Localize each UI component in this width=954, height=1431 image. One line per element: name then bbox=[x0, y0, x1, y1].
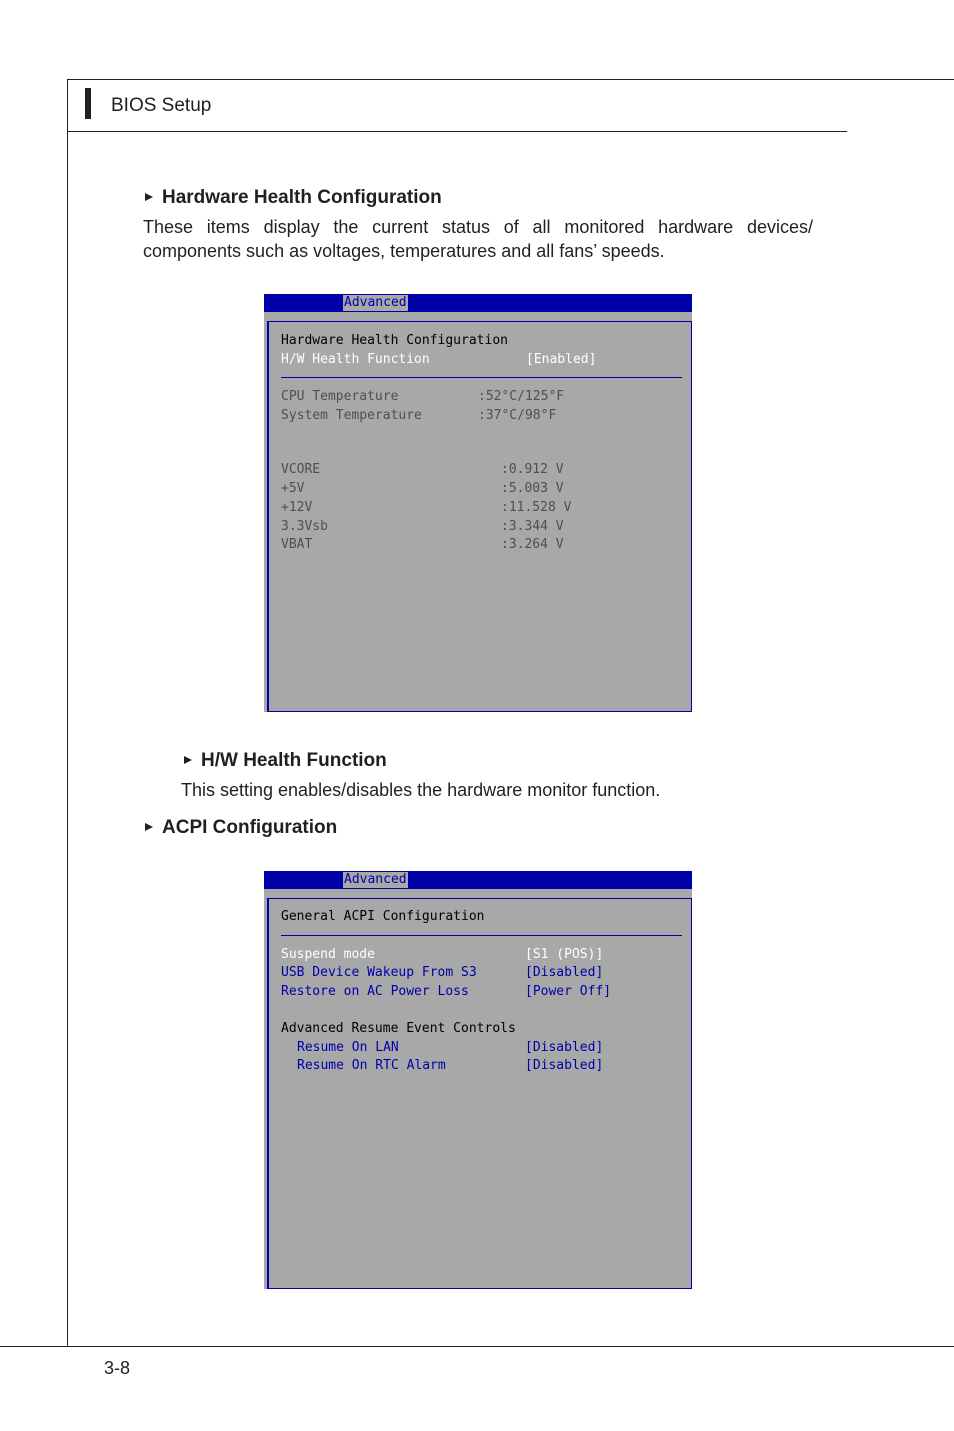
bios-readout-label: +12V bbox=[281, 500, 313, 515]
bios-menu-bar bbox=[264, 871, 692, 889]
bios-item-value[interactable]: [Power Off] bbox=[525, 984, 612, 999]
bios-screen-hardware-health bbox=[264, 294, 692, 712]
triangle-bullet-icon bbox=[184, 756, 192, 764]
bios-menu-bar bbox=[264, 294, 692, 312]
bios-readout-label: +5V bbox=[281, 481, 305, 496]
bios-item-label[interactable]: H/W Health Function bbox=[281, 352, 430, 367]
heading-hw-health-function bbox=[184, 750, 387, 772]
triangle-bullet-icon bbox=[145, 193, 153, 201]
bios-readout-value: :3.344 V bbox=[501, 519, 564, 534]
page-frame-top bbox=[67, 79, 954, 80]
heading-acpi-configuration bbox=[145, 817, 337, 839]
bios-panel bbox=[267, 321, 692, 712]
header-rule bbox=[67, 131, 847, 132]
bios-readout-value: :0.912 V bbox=[501, 462, 564, 477]
bios-readout-label: System Temperature bbox=[281, 408, 422, 423]
bios-readout-value: :37°C/98°F bbox=[478, 408, 557, 423]
bios-panel-title: General ACPI Configuration bbox=[281, 909, 485, 924]
bios-item-label[interactable]: Suspend mode bbox=[281, 947, 375, 962]
bios-panel-title: Hardware Health Configuration bbox=[281, 333, 508, 348]
bios-readout-value: :3.264 V bbox=[501, 537, 564, 552]
bios-readout-label: CPU Temperature bbox=[281, 389, 399, 404]
heading-text: H/W Health Function bbox=[201, 750, 387, 771]
tab-advanced[interactable]: Advanced bbox=[344, 295, 407, 310]
header-bar-marker bbox=[85, 88, 91, 119]
bios-readout-value: :5.003 V bbox=[501, 481, 564, 496]
paragraph-hardware-health: These items display the current status of all monitored hardware devices/ components such as voltages, temperatures and all fans’ speeds. bbox=[143, 217, 813, 261]
page-header-title: BIOS Setup bbox=[111, 95, 212, 116]
bios-item-label[interactable]: Resume On RTC Alarm bbox=[297, 1058, 446, 1073]
bios-readout-label: VCORE bbox=[281, 462, 321, 477]
bios-item-value[interactable]: [Disabled] bbox=[525, 965, 604, 980]
bios-readout-label: 3.3Vsb bbox=[281, 519, 328, 534]
bios-item-value[interactable]: [Disabled] bbox=[525, 1058, 604, 1073]
heading-text: Hardware Health Configuration bbox=[162, 187, 442, 208]
bios-item-label[interactable]: USB Device Wakeup From S3 bbox=[281, 965, 477, 980]
bios-panel bbox=[267, 898, 692, 1289]
paragraph-hw-health-function: This setting enables/disables the hardware monitor function. bbox=[181, 780, 661, 800]
page-frame-left bbox=[67, 79, 68, 1347]
bios-separator bbox=[281, 935, 682, 936]
bios-item-label[interactable]: Resume On LAN bbox=[297, 1040, 399, 1055]
page-frame-bottom bbox=[0, 1346, 954, 1347]
bios-readout-label: VBAT bbox=[281, 537, 313, 552]
bios-item-value[interactable]: [Disabled] bbox=[525, 1040, 604, 1055]
heading-hardware-health bbox=[145, 187, 442, 209]
bios-section-title: Advanced Resume Event Controls bbox=[281, 1021, 516, 1036]
bios-item-value[interactable]: [Enabled] bbox=[526, 352, 597, 367]
bios-screen-acpi bbox=[264, 871, 692, 1289]
bios-item-value[interactable]: [S1 (POS)] bbox=[525, 947, 604, 962]
page-number: 3-8 bbox=[104, 1358, 131, 1378]
tab-advanced[interactable]: Advanced bbox=[344, 872, 407, 887]
bios-separator bbox=[281, 377, 682, 378]
triangle-bullet-icon bbox=[145, 823, 153, 831]
heading-text: ACPI Configuration bbox=[162, 817, 338, 838]
bios-item-label[interactable]: Restore on AC Power Loss bbox=[281, 984, 469, 999]
bios-readout-value: :52°C/125°F bbox=[478, 389, 565, 404]
bios-readout-value: :11.528 V bbox=[501, 500, 572, 515]
